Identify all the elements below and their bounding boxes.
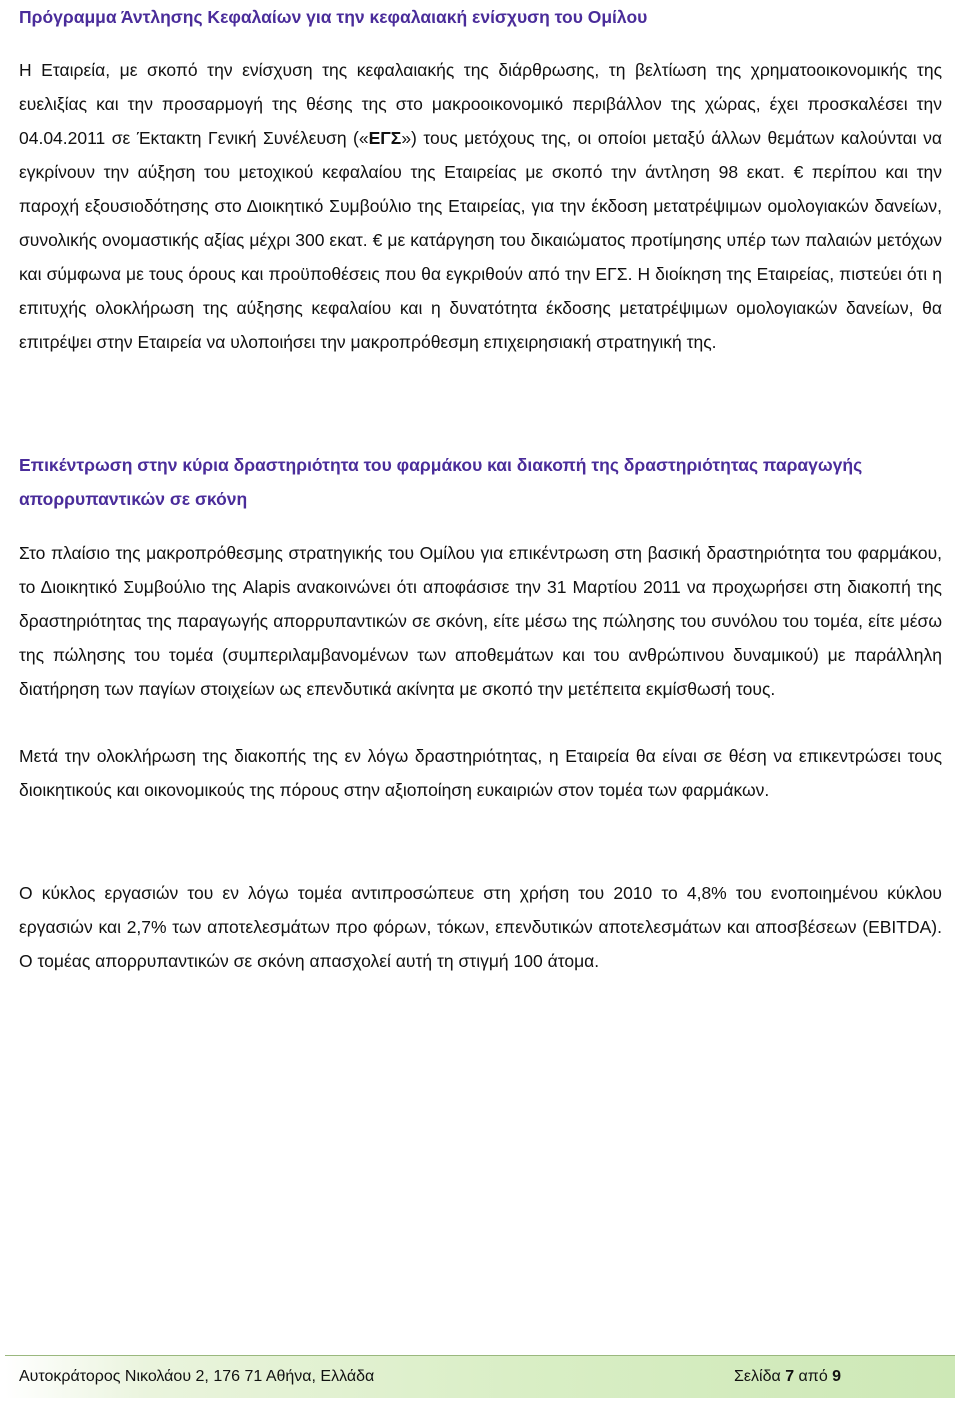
page-prefix: Σελίδα (734, 1368, 786, 1385)
page-number (734, 1368, 841, 1386)
paragraph-capital-raising (19, 53, 942, 359)
euro-symbol: € (372, 230, 383, 250)
footer-address: Αυτοκράτορος Νικολάου 2, 176 71 Αθήνα, Ελλάδα (19, 1368, 375, 1385)
text-segment: Η Εταιρεία, με σκοπό την ενίσχυση της κεφαλαιακής της διάρθρωσης, τη βελτίωση της χρηματοοικονομικής της ευελιξίας και την προσαρμογή της θέσης της στο μακροοικονομικό περιβάλλον της χώρας, έχει προσκαλέσει την 04.04.2011 σε Έκτακτη Γενική Συνέλευση (« (19, 60, 942, 148)
text-segment: περίπου και την παροχή εξουσιοδότησης στο Διοικητικό Συμβούλιο της Εταιρείας, για την έκδοση μετατρέψιμων ομολογιακών δανείων, συνολικής ονομαστικής αξίας μέχρι 300 εκατ. (19, 162, 942, 250)
page-total: 9 (832, 1368, 842, 1385)
text-segment: ») τους μετόχους της, οι οποίοι μεταξύ άλλων θεμάτων καλούνται να εγκρίνουν την αύξηση του μετοχικού κεφαλαίου της Εταιρείας με σκοπό την άντληση 98 εκατ. (19, 128, 942, 182)
page-footer (5, 1355, 955, 1398)
egs-abbreviation: ΕΓΣ (368, 128, 402, 148)
text-segment: με κατάργηση του δικαιώματος προτίμησης υπέρ των παλαιών μετόχων και σύμφωνα με τους όρους και προϋποθέσεις που θα εγκριθούν από την ΕΓΣ. Η διοίκηση της Εταιρείας, πιστεύει ότι η επιτυχής ολοκλήρωση της αύξησης κεφαλαίου και η δυνατότητα έκδοσης μετατρέψιμων ομολογιακών δανείων, θα επιτρέψει στην Εταιρεία να υλοποιήσει την μακροπρόθεσμη επιχειρησιακή στρατηγική της. (19, 230, 942, 352)
paragraph-segment-figures: Ο κύκλος εργασιών του εν λόγω τομέα αντιπροσώπευε στη χρήση του 2010 το 4,8% του ενοποιημένου κύκλου εργασιών και 2,7% των αποτελεσμάτων προ φόρων, τόκων, επενδυτικών αποτελεσμάτων και αποσβέσεων (EBITDA). Ο τομέας απορρυπαντικών σε σκόνη απασχολεί αυτή τη στιγμή 100 άτομα. (19, 883, 942, 971)
section-heading-capital-raising: Πρόγραμμα Άντλησης Κεφαλαίων για την κεφαλαιακή ενίσχυση του Ομίλου (19, 7, 648, 27)
page-current: 7 (785, 1368, 795, 1385)
section-heading-pharma-focus: Επικέντρωση στην κύρια δραστηριότητα του φαρμάκου και διακοπή της δραστηριότητας παραγωγής απορρυπαντικών σε σκόνη (19, 455, 863, 509)
euro-symbol: € (793, 162, 804, 182)
paragraph-discontinuation: Στο πλαίσιο της μακροπρόθεσμης στρατηγικής του Ομίλου για επικέντρωση στη βασική δραστηριότητα του φαρμάκου, το Διοικητικό Συμβούλιο της Alapis ανακοινώνει ότι αποφάσισε την 31 Μαρτίου 2011 να προχωρήσει στη διακοπή της δραστηριότητας της παραγωγής απορρυπαντικών σε σκόνη, είτε μέσω της πώλησης του συνόλου του τομέα, είτε μέσω της πώλησης του τομέα (συμπεριλαμβανομένων των αποθεμάτων και του ανθρώπινου δυναμικού) με παράλληλη διατήρηση των παγίων στοιχείων ως επενδυτικά ακίνητα με σκοπό την μετέπειτα εκμίσθωσή τους. (19, 543, 942, 699)
page-middle: από (794, 1368, 833, 1385)
paragraph-post-discontinuation: Μετά την ολοκλήρωση της διακοπής της εν λόγω δραστηριότητας, η Εταιρεία θα είναι σε θέση να επικεντρώσει τους διοικητικούς και οικονομικούς της πόρους στην αξιοποίηση ευκαιριών στον τομέα των φαρμάκων. (19, 746, 942, 800)
